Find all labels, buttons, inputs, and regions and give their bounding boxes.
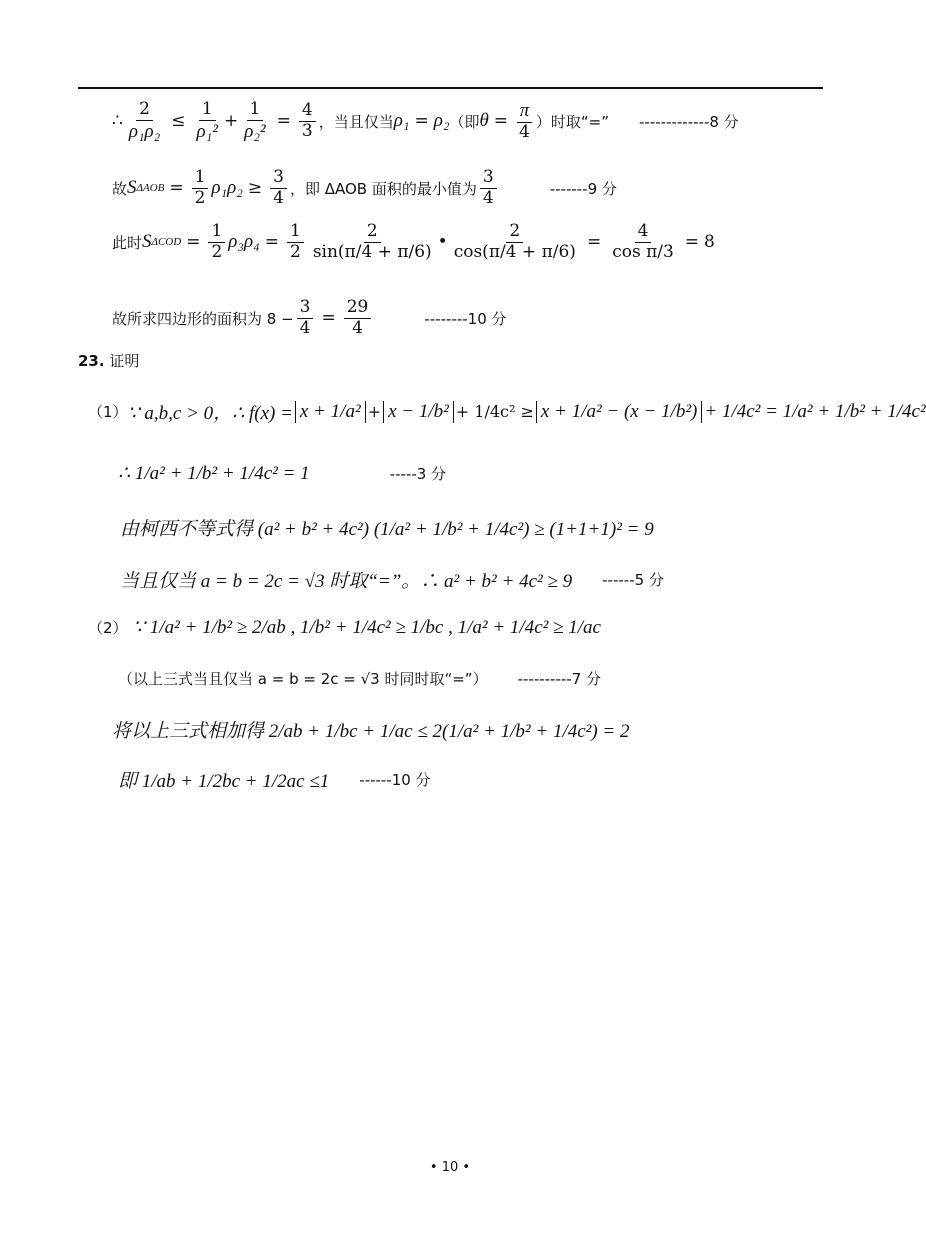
fraction: $\frac{1}{2}$ <box>192 168 209 208</box>
part1-line-2: ∴ 1/a² + 1/b² + 1/4c² = 1 -----3 分 <box>118 463 447 484</box>
fraction: $\frac{1}{2}$ <box>287 222 304 262</box>
part1-line-4: 当且仅当 a = b = 2c = √3 时取“=”。∴ a² + b² + 4c² ≥ 9 ------5 分 <box>120 571 664 592</box>
score-mark: --------10 分 <box>424 309 507 328</box>
score-mark: ------5 分 <box>602 571 664 589</box>
score-mark: ----------7 分 <box>517 670 602 688</box>
fraction: $\frac{2}{\text{ρ₁ρ₂}}$ <box>128 99 161 142</box>
eq-line-3: 此时 S ΔCOD = $\frac{1}{2}$ ρ₃ρ₄ = $\frac{1}{2}$ $\frac{2}{\sin(\pi/4 + \pi/6)}$ • $\frac{2}{\cos(\pi/4 + \pi/6)}$ = $\frac{4}{\text{cos π/3}}$ = 8 <box>112 221 715 262</box>
abs-value: x + 1/a² <box>295 401 366 423</box>
fraction: $\frac{3}{4}$ <box>270 168 287 208</box>
eq-line-1: ∴ $\frac{2}{\text{ρ₁ρ₂}}$ ≤ $\frac{1}{\text{ρ₁²}}$ + $\frac{1}{\text{ρ₂²}}$ = $\frac{4}{3}$ ，当且仅当 ρ₁ = ρ₂ （即 θ = $\frac{\pi}{4}$ ）时取“=” -------------8 分 <box>112 99 739 142</box>
part1-line-3: 由柯西不等式得 (a² + b² + 4c²) (1/a² + 1/b² + 1/4c²) ≥ (1+1+1)² = 9 <box>120 519 654 540</box>
fraction: $\frac{3}{4}$ <box>480 168 497 208</box>
fraction: $\frac{1}{2}$ <box>208 222 225 262</box>
abs-value: x + 1/a² − (x − 1/b²) <box>536 401 702 423</box>
fraction: $\frac{4}{3}$ <box>299 101 316 141</box>
part2-line-3: 将以上三式相加得 2/ab + 1/bc + 1/ac ≤ 2(1/a² + 1/b² + 1/4c²) = 2 <box>112 721 630 742</box>
header-rule <box>78 87 823 89</box>
fraction: $\frac{4}{\text{cos π/3}}$ <box>612 221 674 262</box>
part2-line-2: （以上三式当且仅当 a = b = 2c = √3 时同时取“=”） ----------7 分 <box>118 670 602 688</box>
page-number: • 10 • <box>429 1160 471 1175</box>
score-mark: -----3 分 <box>389 465 447 483</box>
fraction: $\frac{1}{\text{ρ₂²}}$ <box>244 99 266 142</box>
abs-value: x − 1/b² <box>383 401 454 423</box>
fraction: $\frac{3}{4}$ <box>297 298 314 338</box>
score-mark: -------9 分 <box>549 179 617 198</box>
therefore-symbol: ∴ <box>112 111 123 132</box>
eq-line-2: 故 S ΔAOB = $\frac{1}{2}$ ρ₁ρ₂ ≥ $\frac{3}{4}$ ，即 ΔAOB 面积的最小值为 $\frac{3}{4}$ -------9 分 <box>112 167 617 208</box>
part2-line-1: （2） ∵ 1/a² + 1/b² ≥ 2/ab , 1/b² + 1/4c² ≥ 1/bc , 1/a² + 1/4c² ≥ 1/ac <box>88 617 601 638</box>
fraction: $\frac{1}{\text{ρ₁²}}$ <box>196 99 218 142</box>
problem-heading: 23. 证明 <box>78 351 140 370</box>
score-mark: ------10 分 <box>359 771 431 789</box>
score-mark: -------------8 分 <box>639 112 739 131</box>
fraction: $\frac{2}{\cos(\pi/4 + \pi/6)}$ <box>453 221 576 262</box>
fraction: $\frac{2}{\sin(\pi/4 + \pi/6)}$ <box>312 221 432 262</box>
part2-line-4: 即 1/ab + 1/2bc + 1/2ac ≤1 ------10 分 <box>118 771 431 792</box>
fraction: $\frac{29}{4}$ <box>344 298 372 338</box>
part1-line-1: （1） ∵ a,b,c > 0，∴ f(x) = x + 1/a² + x − 1/b² + 1/4c² ≥ x + 1/a² − (x − 1/b²) + 1/4c² = 1/a² + 1/b² + 1/4c² <box>88 400 926 424</box>
eq-line-4: 故所求四边形的面积为 8 − $\frac{3}{4}$ = $\frac{29}{4}$ --------10 分 <box>112 297 507 338</box>
fraction: $\frac{\pi}{4}$ <box>516 100 533 142</box>
